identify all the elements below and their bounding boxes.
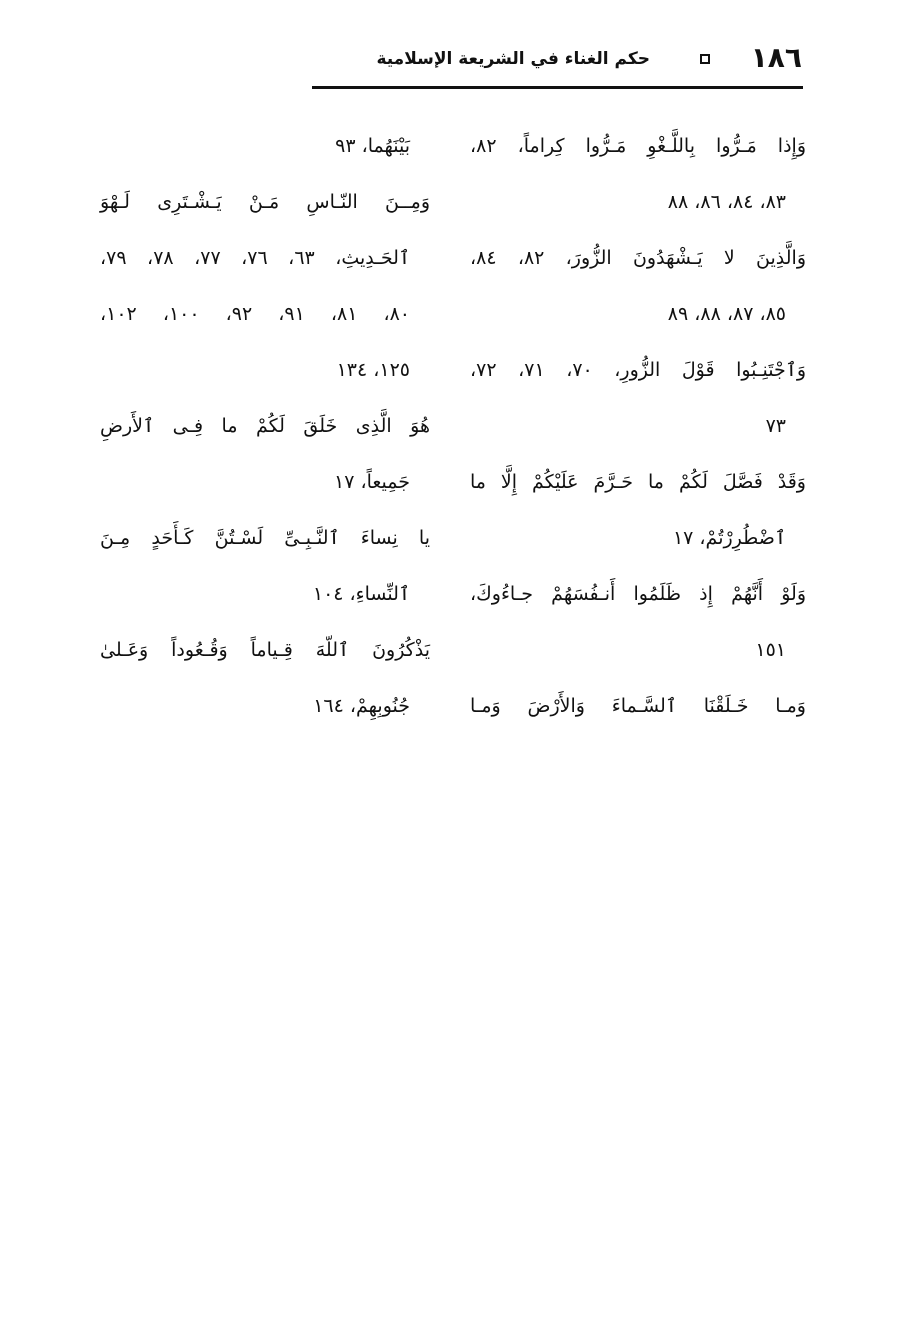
index-line: ١٢٥، ١٣٤ <box>336 359 410 381</box>
index-line: وَمِــنَ النّـاسِ مَـنْ يَـشْـتَرِى لَـهْوَ <box>100 191 430 213</box>
index-line: وَلَوْ أَنَّهُمْ إِذ ظَلَمُوا أَنـفُسَهُمْ جـاءُوكَ، <box>470 583 806 605</box>
index-column-left <box>100 118 430 734</box>
index-line: ٨٣، ٨٤، ٨٦، ٨٨ <box>667 191 786 213</box>
page-number: ١٨٦ <box>750 41 802 74</box>
index-line: بَيْنَهُما، ٩٣ <box>335 135 410 157</box>
index-line: ١٥١ <box>755 639 786 661</box>
index-line: يَذْكُرُونَ ٱللّهَ قِـياماً وَقُـعُوداً وَعَـلىٰ <box>100 639 430 661</box>
index-line: وَإِذا مَـرُّوا بِاللَّـغْوِ مَـرُّوا كِراماً، ٨٢، <box>470 135 806 157</box>
index-line: يا نِساءَ ٱلنَّـبِـىِّ لَسْـتُنَّ كَـأَحَدٍ مِـنَ <box>100 527 430 549</box>
running-title: حكم الغناء في الشريعة الإسلامية <box>376 49 650 69</box>
index-line: جُنُوبِهِمْ، ١٦٤ <box>313 695 410 717</box>
page-header <box>312 38 802 86</box>
index-line: ٱلحَـدِيثِ، ٦٣، ٧٦، ٧٧، ٧٨، ٧٩، <box>100 247 411 269</box>
index-line: ٱضْطُرِرْتُمْ، ١٧ <box>672 527 786 549</box>
index-line: ٧٣ <box>765 415 786 437</box>
header-rule <box>312 86 803 89</box>
index-line: ٨٠، ٨١، ٩١، ٩٢، ١٠٠، ١٠٢، <box>100 303 411 325</box>
square-separator-icon <box>700 54 710 64</box>
index-line: ٨٥، ٨٧، ٨٨، ٨٩ <box>667 303 786 325</box>
index-line: وَالَّذِينَ لا يَـشْهَدُونَ الزُّورَ، ٨٢، ٨٤، <box>470 247 806 269</box>
index-line: ٱلنِّساءِ، ١٠٤ <box>312 583 410 605</box>
index-line: وَمـا خَـلَقْنَا ٱلسَّـماءَ وَالأَرْضَ وَمـا <box>470 695 806 717</box>
index-line: وَقَدْ فَصَّلَ لَكُمْ ما حَـرَّمَ عَلَيْكُمْ إِلَّا ما <box>470 471 806 493</box>
index-line: هُوَ الَّذِى خَلَقَ لَكُمْ ما فِـى ٱلأَرضِ <box>100 415 430 437</box>
index-line: وَٱجْتَنِـبُوا قَوْلَ الزُّورِ، ٧٠، ٧١، ٧٢، <box>470 359 807 381</box>
index-column-right <box>470 118 806 734</box>
index-line: جَمِيعاً، ١٧ <box>333 471 410 493</box>
